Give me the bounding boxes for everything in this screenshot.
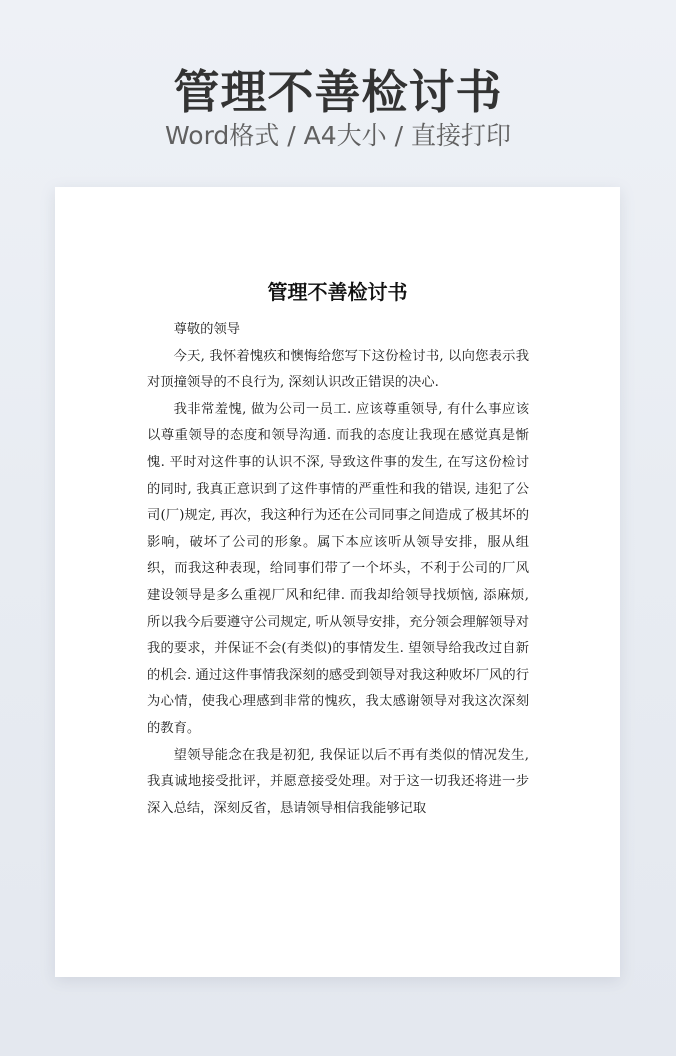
banner-subtitle: Word格式 / A4大小 / 直接打印 xyxy=(165,121,511,150)
document-paragraph: 今天, 我怀着愧疚和懊悔给您写下这份检讨书, 以向您表示我对顶撞领导的不良行为, 深刻认识改正错误的决心. xyxy=(147,348,529,391)
document-paragraph: 我非常羞愧, 做为公司一员工. 应该尊重领导, 有什么事应该以尊重领导的态度和领导沟通. 而我的态度让我现在感觉真是惭愧. 平时对这件事的认识不深, 导致这件事的发生, 在写这份检讨的同时, 我真正意识到了这件事情的严重性和我的错误, 违犯了公司(厂)规定, 再次，我这种行为还在公司同事之间造成了极其坏的影响，破坏了公司的形象。属下本应该听从领导安排，服从组织，而我这种表现，给同事们带了一个坏头，不利于公司的厂风建设领导是多么重视厂风和纪律. 而我却给领导找烦恼, 添麻烦, 所以我今后要遵守公司规定, 听从领导安排，充分领会理解领导对我的要求，并保证不会(有类似)的事情发生. 望领导给我改过自新的机会. 通过这件事情我深刻的感受到领导对我这种败坏厂风的行为心情，使我心理感到非常的愧疚，我太感谢领导对我这次深刻的教育。 xyxy=(147,401,529,736)
document-page xyxy=(55,187,620,977)
document-title: 管理不善检讨书 xyxy=(267,280,408,304)
document-body xyxy=(147,317,529,822)
document-salutation: 尊敬的领导 xyxy=(173,322,241,337)
banner-title: 管理不善检讨书 xyxy=(173,65,503,119)
document-paragraph: 望领导能念在我是初犯, 我保证以后不再有类似的情况发生, 我真诚地接受批评，并愿意接受处理。对于这一切我还将进一步深入总结，深刻反省，恳请领导相信我能够记取 xyxy=(147,747,529,816)
